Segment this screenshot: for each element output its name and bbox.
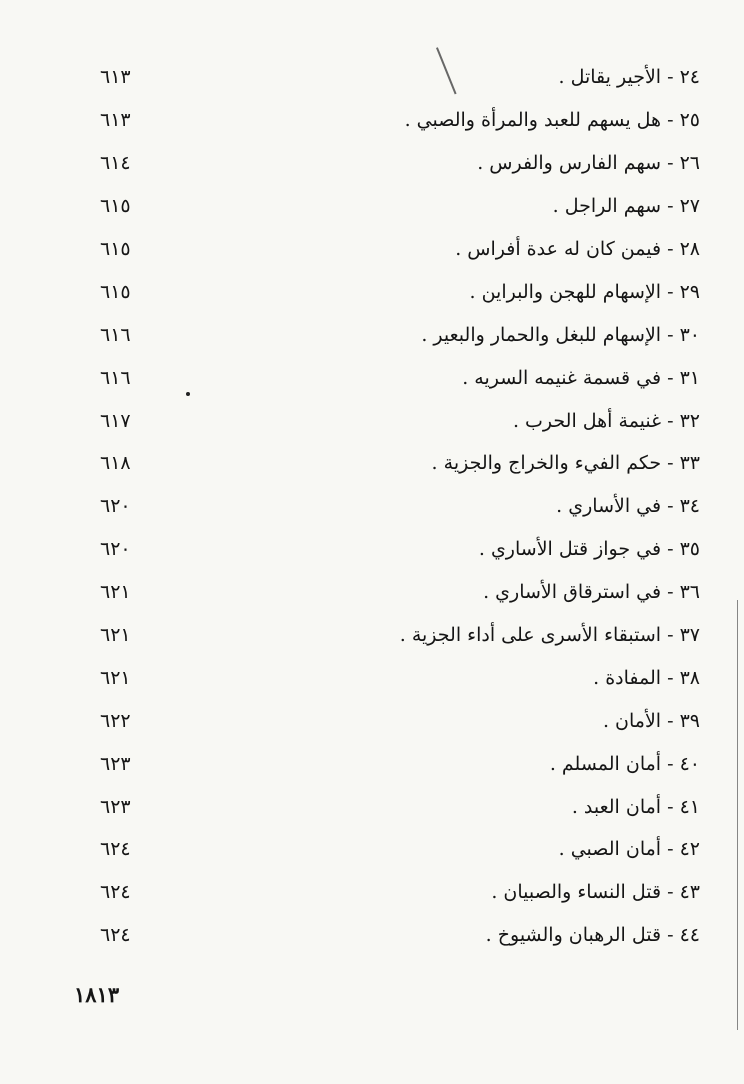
entry-title: ٤٢ - أمان الصبي . [558,838,700,861]
entry-page: ٦١٨ [100,452,131,475]
toc-entry [100,399,700,442]
entry-page: ٦١٥ [100,280,131,303]
entry-page: ٦٢١ [100,624,131,647]
entry-title: ٣٤ - في الأساري . [556,495,700,518]
entry-title: ٢٧ - سهم الراجل . [552,195,700,218]
entry-page: ٦٢١ [100,581,131,604]
toc-entry [100,228,700,271]
toc-entry [100,185,700,228]
entry-title: ٤٠ - أمان المسلم . [549,752,700,775]
toc-entry [100,656,700,699]
table-of-contents [100,56,700,957]
entry-title: ٢٨ - فيمن كان له عدة أفراس . [455,238,700,260]
entry-page: ٦٢٢ [100,709,131,732]
entry-title: ٣٨ - المفادة . [593,666,700,689]
entry-page: ٦٢٤ [100,924,131,947]
toc-entry [100,270,700,313]
entry-title: ٢٤ - الأجير يقاتل . [558,66,700,89]
entry-page: ٦٢٣ [100,795,131,818]
toc-entry [100,571,700,614]
entry-title: ٣٠ - الإسهام للبغل والحمار والبعير . [421,323,700,346]
toc-entry [100,785,700,828]
entry-title: ٣١ - في قسمة غنيمه السريه . [462,366,700,389]
entry-page: ٦١٥ [100,238,131,260]
toc-entry [100,442,700,485]
toc-entry [100,614,700,657]
entry-page: ٦٢٤ [100,838,131,861]
entry-page: ٦١٧ [100,409,131,432]
entry-title: ٢٥ - هل يسهم للعبد والمرأة والصبي . [404,109,700,132]
entry-title: ٣٢ - غنيمة أهل الحرب . [512,409,700,432]
toc-entry [100,528,700,571]
toc-entry [100,828,700,871]
toc-entry [100,914,700,957]
entry-page: ٦٢٤ [100,881,131,904]
entry-page: ٦٢٠ [100,538,131,561]
entry-title: ٤٣ - قتل النساء والصبيان . [491,881,700,904]
page-edge-line [737,600,738,1030]
entry-title: ٣٧ - استبقاء الأسرى على أداء الجزية . [399,624,700,647]
entry-page: ٦٢١ [100,666,131,689]
entry-page: ٦٢٣ [100,752,131,775]
toc-entry [100,485,700,528]
toc-entry [100,356,700,399]
entry-title: ٤٤ - قتل الرهبان والشيوخ . [485,924,700,947]
toc-entry [100,699,700,742]
toc-entry [100,56,700,99]
entry-title: ٣٦ - في استرقاق الأساري . [483,581,700,604]
entry-title: ٢٦ - سهم الفارس والفرس . [477,152,700,175]
entry-page: ٦١٣ [100,66,131,89]
toc-entry [100,742,700,785]
entry-page: ٦١٣ [100,109,131,132]
toc-entry [100,313,700,356]
toc-entry [100,142,700,185]
entry-title: ٣٩ - الأمان . [602,709,700,732]
toc-entry [100,871,700,914]
entry-page: ٦٢٠ [100,495,131,518]
page-number: ١٨١٣ [74,982,120,1007]
entry-page: ٦١٤ [100,152,131,175]
entry-page: ٦١٥ [100,195,131,218]
entry-title: ٣٥ - في جواز قتل الأساري . [478,538,700,561]
entry-title: ٤١ - أمان العبد . [571,795,700,818]
entry-page: ٦١٦ [100,366,131,389]
toc-entry [100,99,700,142]
entry-title: ٢٩ - الإسهام للهجن والبراين . [469,280,700,303]
entry-page: ٦١٦ [100,323,131,346]
entry-title: ٣٣ - حكم الفيء والخراج والجزية . [431,452,700,475]
